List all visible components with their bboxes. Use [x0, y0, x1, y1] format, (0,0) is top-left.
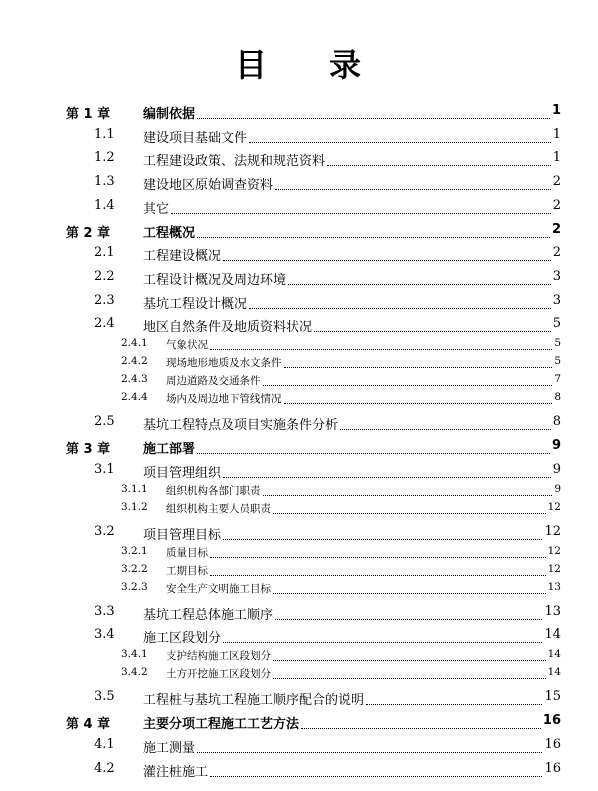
toc-leader-dots [223, 476, 551, 478]
toc-entry-row[interactable] [0, 604, 598, 622]
toc-entry-row[interactable] [0, 648, 598, 666]
toc-entry-title: 现场地形地质及水文条件 [166, 357, 282, 370]
toc-leader-dots [284, 402, 553, 404]
toc-entry-title: 工程建设概况 [143, 249, 222, 265]
toc-leader-dots [263, 494, 553, 496]
toc-entry-number: 3.3 [94, 603, 115, 619]
toc-entry-page-number: 12 [547, 500, 561, 513]
toc-chapter-row[interactable] [0, 103, 598, 121]
toc-chapter-row[interactable] [0, 438, 598, 456]
toc-entry-title: 气象状况 [166, 339, 208, 352]
toc-leader-dots [210, 348, 552, 350]
toc-entry-row[interactable] [0, 483, 598, 501]
toc-entry-title: 建设地区原始调查资料 [143, 178, 274, 194]
toc-entry-number: 3.2.1 [121, 544, 148, 557]
toc-leader-dots [249, 141, 551, 143]
toc-entry-row[interactable] [0, 627, 598, 645]
title-char-1: 目 [234, 46, 269, 84]
toc-entry-row[interactable] [0, 761, 598, 779]
toc-leader-dots [273, 592, 546, 594]
toc-entry-number: 3.2 [94, 523, 115, 539]
toc-entry-page-number: 9 [551, 438, 561, 453]
toc-entry-number: 2.2 [94, 268, 115, 284]
toc-entry-title: 工程概况 [143, 225, 196, 241]
page-title [0, 40, 598, 86]
toc-entry-page-number: 9 [554, 482, 561, 495]
toc-entry-number: 2.5 [94, 414, 115, 430]
toc-entry-page-number: 14 [547, 648, 561, 661]
toc-entry-page-number: 12 [547, 544, 561, 557]
toc-leader-dots [197, 751, 542, 753]
toc-entry-number: 第 3 章 [66, 442, 111, 457]
toc-entry-title: 基坑工程总体施工顺序 [143, 607, 274, 623]
toc-entry-title: 施工部署 [143, 442, 196, 457]
toc-entry-title: 项目管理组织 [143, 465, 222, 481]
toc-entry-title: 编制依据 [143, 107, 196, 122]
toc-entry-row[interactable] [0, 198, 598, 216]
toc-entry-row[interactable] [0, 127, 598, 145]
toc-entry-title: 周边道路及交通条件 [166, 375, 261, 388]
toc-chapter-row[interactable] [0, 222, 598, 240]
toc-entry-number: 2.4.3 [121, 373, 148, 386]
toc-leader-dots [273, 659, 546, 661]
toc-entry-title: 场内及周边地下管线情况 [166, 393, 282, 406]
toc-entry-number: 1.2 [94, 150, 115, 166]
toc-entry-number: 2.4.4 [121, 391, 148, 404]
toc-leader-dots [171, 212, 551, 214]
toc-entry-row[interactable] [0, 174, 598, 192]
toc-entry-page-number: 12 [544, 523, 561, 539]
toc-entry-page-number: 3 [552, 268, 561, 284]
toc-entry-title: 工程建设政策、法规和规范资料 [143, 154, 326, 170]
toc-entry-number: 3.1.2 [121, 500, 148, 513]
toc-leader-dots [223, 538, 542, 540]
toc-entry-page-number: 2 [552, 197, 561, 213]
toc-entry-number: 4.2 [94, 760, 115, 776]
toc-entry-row[interactable] [0, 737, 598, 755]
toc-entry-title: 质量目标 [166, 546, 208, 559]
toc-leader-dots [275, 188, 551, 190]
toc-leader-dots [210, 556, 546, 558]
toc-entry-title: 基坑工程特点及项目实施条件分析 [143, 418, 339, 434]
toc-entry-row[interactable] [0, 666, 598, 684]
toc-entry-page-number: 2 [552, 245, 561, 261]
title-char-2: 录 [329, 46, 364, 84]
toc-entry-number: 2.4.1 [121, 337, 148, 350]
toc-entry-page-number: 5 [554, 355, 561, 368]
toc-entry-page-number: 9 [552, 461, 561, 477]
toc-entry-number: 2.4 [94, 316, 115, 332]
toc-entry-page-number: 1 [552, 126, 561, 142]
toc-entry-row[interactable] [0, 150, 598, 168]
toc-entry-row[interactable] [0, 545, 598, 563]
toc-entry-page-number: 15 [544, 689, 561, 705]
toc-entry-page-number: 8 [552, 414, 561, 430]
toc-entry-page-number: 5 [552, 316, 561, 332]
toc-entry-title: 组织机构主要人员职责 [166, 502, 271, 515]
toc-entry-number: 2.3 [94, 292, 115, 308]
toc-entry-number: 3.4.2 [121, 666, 148, 679]
toc-entry-number: 4.1 [94, 736, 115, 752]
toc-entry-page-number: 5 [554, 337, 561, 350]
toc-entry-row[interactable] [0, 563, 598, 581]
toc-entry-page-number: 14 [544, 627, 561, 643]
toc-entry-page-number: 13 [544, 603, 561, 619]
toc-entry-title: 地区自然条件及地质资料状况 [143, 320, 313, 336]
toc-entry-number: 2.4.2 [121, 355, 148, 368]
toc-leader-dots [284, 366, 553, 368]
toc-entry-page-number: 14 [547, 666, 561, 679]
toc-entry-page-number: 7 [554, 373, 561, 386]
toc-leader-dots [275, 618, 542, 620]
toc-leader-dots [273, 512, 546, 514]
toc-entry-number: 3.5 [94, 689, 115, 705]
toc-leader-dots [223, 641, 542, 643]
toc-entry-title: 施工区段划分 [143, 631, 222, 647]
toc-entry-number: 3.2.3 [121, 580, 148, 593]
toc-entry-row[interactable] [0, 391, 598, 409]
toc-leader-dots [223, 259, 551, 261]
toc-entry-title: 建设项目基础文件 [143, 130, 248, 146]
toc-entry-title: 其它 [143, 201, 170, 217]
toc-entry-page-number: 8 [554, 391, 561, 404]
toc-leader-dots [366, 703, 542, 705]
toc-entry-number: 第 1 章 [66, 107, 111, 122]
toc-entry-number: 2.1 [94, 245, 115, 261]
toc-leader-dots [273, 677, 546, 679]
toc-entry-number: 1.1 [94, 126, 115, 142]
toc-entry-number: 3.4.1 [121, 648, 148, 661]
toc-entry-page-number: 2 [551, 221, 561, 237]
toc-leader-dots [327, 164, 551, 166]
toc-entry-page-number: 13 [547, 580, 561, 593]
toc-entry-title: 工程设计概况及周边环境 [143, 272, 287, 288]
toc-entry-page-number: 12 [547, 562, 561, 575]
toc-entry-page-number: 16 [544, 736, 561, 752]
toc-entry-row[interactable] [0, 524, 598, 542]
toc-entry-row[interactable] [0, 293, 598, 311]
toc-entry-title: 施工测量 [143, 740, 196, 756]
toc-entry-page-number: 16 [544, 760, 561, 776]
toc-entry-number: 第 4 章 [66, 717, 111, 733]
toc-entry-number: 1.3 [94, 174, 115, 190]
toc-entry-row[interactable] [0, 373, 598, 391]
toc-entry-number: 第 2 章 [66, 225, 111, 241]
toc-entry-row[interactable] [0, 501, 598, 519]
toc-entry-number: 3.1 [94, 461, 115, 477]
toc-entry-title: 工期目标 [166, 564, 208, 577]
toc-chapter-row[interactable] [0, 713, 598, 731]
toc-leader-dots [197, 452, 550, 454]
toc-leader-dots [197, 236, 550, 238]
toc-entry-row[interactable] [0, 269, 598, 287]
toc-leader-dots [288, 283, 551, 285]
toc-leader-dots [301, 727, 541, 729]
toc-leader-dots [210, 775, 542, 777]
toc-entry-row[interactable] [0, 462, 598, 480]
toc-entry-row[interactable] [0, 414, 598, 432]
toc-leader-dots [197, 117, 550, 119]
toc-leader-dots [314, 330, 551, 332]
toc-entry-row[interactable] [0, 355, 598, 373]
toc-entry-page-number: 16 [542, 713, 561, 729]
toc-entry-row[interactable] [0, 337, 598, 355]
toc-entry-page-number: 2 [552, 174, 561, 190]
toc-entry-number: 3.4 [94, 627, 115, 643]
toc-entry-title: 土方开挖施工区段划分 [166, 668, 271, 681]
toc-entry-row[interactable] [0, 245, 598, 263]
toc-entry-title: 工程桩与基坑工程施工顺序配合的说明 [143, 693, 365, 709]
toc-leader-dots [210, 574, 546, 576]
toc-entry-row[interactable] [0, 581, 598, 599]
toc-entry-row[interactable] [0, 316, 598, 334]
toc-leader-dots [249, 307, 551, 309]
toc-entry-row[interactable] [0, 689, 598, 707]
toc-entry-title: 安全生产文明施工目标 [166, 582, 271, 595]
toc-entry-title: 灌注桩施工 [143, 764, 209, 780]
toc-entry-title: 项目管理目标 [143, 527, 222, 543]
toc-entry-title: 主要分项工程施工工艺方法 [143, 717, 300, 733]
toc-leader-dots [340, 428, 551, 430]
toc-entry-number: 3.2.2 [121, 562, 148, 575]
toc-entry-page-number: 1 [551, 103, 561, 118]
toc-entry-page-number: 1 [552, 150, 561, 166]
toc-entry-number: 1.4 [94, 197, 115, 213]
toc-entry-title: 组织机构各部门职责 [166, 484, 261, 497]
toc-entry-title: 支护结构施工区段划分 [166, 650, 271, 663]
toc-entry-number: 3.1.1 [121, 482, 148, 495]
toc-leader-dots [263, 384, 553, 386]
toc-entry-page-number: 3 [552, 292, 561, 308]
toc-entry-title: 基坑工程设计概况 [143, 296, 248, 312]
